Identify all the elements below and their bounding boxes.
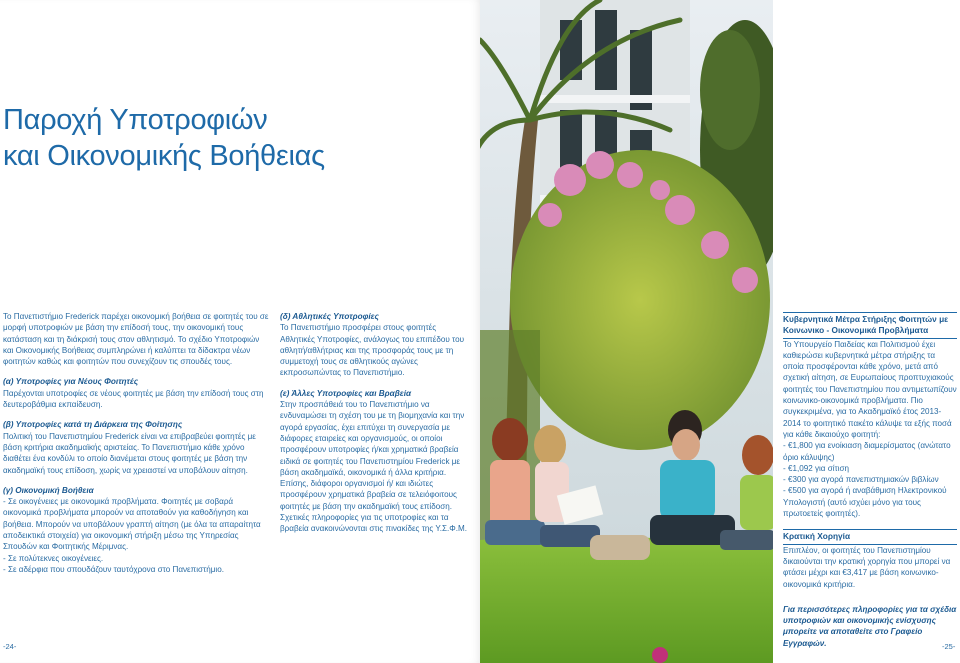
state-grant-section [783,529,957,589]
list-item: - €1,092 για σίτιση [783,463,850,473]
gov-measures-list [783,440,957,519]
state-grant-heading: Κρατική Χορηγία [783,529,957,544]
page-number-left: -24- [3,642,17,651]
section-c-heading: (γ) Οικονομική Βοήθεια [3,485,94,495]
section-b-text: Πολιτική του Πανεπιστημίου Frederick είναι να επιβραβεύει φοιτητές με βάση κριτήρια ακαδημαϊκής αριστείας. Το Πανεπιστήμιο κάθε χρόνο διαθέτει ένα κονδύλι το οποίο διανέμεται στους φοιτητές με βάση την ακαδημαϊκή τους επίδοση, χωρίς να χρειαστεί να υποβάλουν αίτηση. [3,431,256,475]
section-d-heading: (δ) Αθλητικές Υποτροφίες [280,312,379,321]
section-c-list [3,496,271,575]
section-a-heading: (α) Υποτροφίες για Νέους Φοιτητές [3,377,139,387]
gov-measures-heading: Κυβερνητικά Μέτρα Στήριξης Φοιτητών με Κοινωνικο - Οικονομικά Προβλήματα [783,312,957,339]
section-d-text: Το Πανεπιστήμιο προσφέρει στους φοιτητές Αθλητικές Υποτροφίες, ανάλογως του επιπέδου του αθλητή/αθλήτριας και της προσφοράς τους με τη συμμετοχή τους σε αθλητικούς αγώνες εκπροσωπώντας το Πανεπιστήμιο. [280,323,465,378]
state-grant-text: Επιπλέον, οι φοιτητές του Πανεπιστημίου δικαιούνται την κρατική χορηγία που μπορεί να φτάσει μέχρι και €3,417 με βάση κοινωνικο-οικονομικά κριτήρια. [783,545,951,589]
list-item: - €1,800 για ενοίκιαση διαμερίσματος (ανώτατο όριο κάλυψης) [783,441,951,462]
right-column [783,312,957,649]
page-title [3,102,423,174]
left-column-2 [280,311,470,544]
title-line-1: Παροχή Υποτροφιών [3,104,268,136]
page-number-right: -25- [942,642,956,651]
gov-measures-text: Το Υπουργείο Παιδείας και Πολιτισμού έχει καθιερώσει κυβερνητικά μέτρα στήριξης τα οποία προσφέρονται κάθε χρόνο, μετά από σχετική αίτηση, σε Ευρωπαίους προπτυχιακούς φοιτητές του Πανεπιστημίου που αντιμετωπίζουν κοινωνικο-οικονομικά προβλήματα. Πιο συγκεκριμένα, για το Ακαδημαϊκό έτος 2013-2014 το φοιτητικό πακέτο κάλυψε τα εξής ποσά για κάθε δικαιούχο φοιτητή: [783,339,957,439]
section-b-heading: (β) Υποτροφίες κατά τη Διάρκεια της Φοίτησης [3,420,183,430]
section-e-heading: (ε) Άλλες Υποτροφίες και Βραβεία [280,388,412,398]
list-item: - €500 για αγορά ή αναβάθμιση Ηλεκτρονικού Υπολογιστή (αυτό ισχύει μόνο για τους πρωτοετείς φοιτητές). [783,486,947,519]
list-item: - €300 για αγορά πανεπιστημιακών βιβλίων [783,475,939,485]
list-item: - Σε οικογένειες με οικονομικά προβλήματα. Φοιτητές με σοβαρά οικονομικά προβλήματα μπορούν να αποταθούν για καθοδήγηση και βοήθεια. Μπορούν να υποβάλουν γραπτή αίτηση (με όλα τα απαραίτητα αποδεικτικά στοιχεία) για οικονομική στήριξη μέσω της Υπηρεσίας Σπουδών και Φοιτητικής Μέριμνας. [3,497,261,552]
list-item: - Σε πολύτεκνες οικογένειες. [3,553,104,563]
left-column-1 [3,311,271,575]
intro-paragraph: Το Πανεπιστήμιο Frederick παρέχει οικονομική βοήθεια σε φοιτητές του σε μορφή υποτροφιών με βάση την επίδοσή τους, την οικονομική τους κατάσταση και τη διάκρισή τους στον αθλητισμό. Το σχέδιο Υποτροφιών και Οικονομικής Βοήθειας συμπληρώνει ή καλύπτει τα δίδακτρα νέων φοιτητών καθώς και φοιτητών που συνεχίζουν τις σπουδές τους. [3,312,269,367]
list-item: - Σε αδέρφια που σπουδάζουν ταυτόχρονα στο Πανεπιστήμιο. [3,564,224,574]
section-e-text: Στην προσπάθειά του το Πανεπιστήμιο να ενδυναμώσει τη σχέση του με τη βιομηχανία και την αγορά εργασίας, έχει επιτύχει τη συνεργασία με διάφορες εταιρείες και οργανισμούς, οι οποίοι προσφέρουν υποτροφίες ή/και χρηματικά βραβεία ειδικά σε φοιτητές του Πανεπιστημίου Frederick με βάση ακαδημαϊκά, οικονομικά ή άλλα κριτήρια. Επίσης, διάφοροι οργανισμοί ή/ και ιδιώτες προσφέρουν χρηματικά βραβεία σε τελειόφοιτους φοιτητές με βάση την ακαδημαϊκή τους επίδοση. Σχετικές πληροφορίες για τις υποτροφίες και τα βραβεία ανακοινώνονται στις πινακίδες της Υ.Σ.Φ.Μ. [280,400,467,534]
title-line-2: και Οικονομικής Βοήθειας [3,140,325,172]
section-a-text: Παρέχονται υποτροφίες σε νέους φοιτητές με βάση την επίδοσή τους στη δευτεροβάθμια εκπαίδευση. [3,388,264,410]
contact-note: Για περισσότερες πληροφορίες για τα σχέδια υποτροφιών και οικονομικής ενίσχυσης μπορείτε να αποταθείτε στο Γραφείο Εγγραφών. [783,604,957,648]
campus-students-photo [480,0,773,663]
